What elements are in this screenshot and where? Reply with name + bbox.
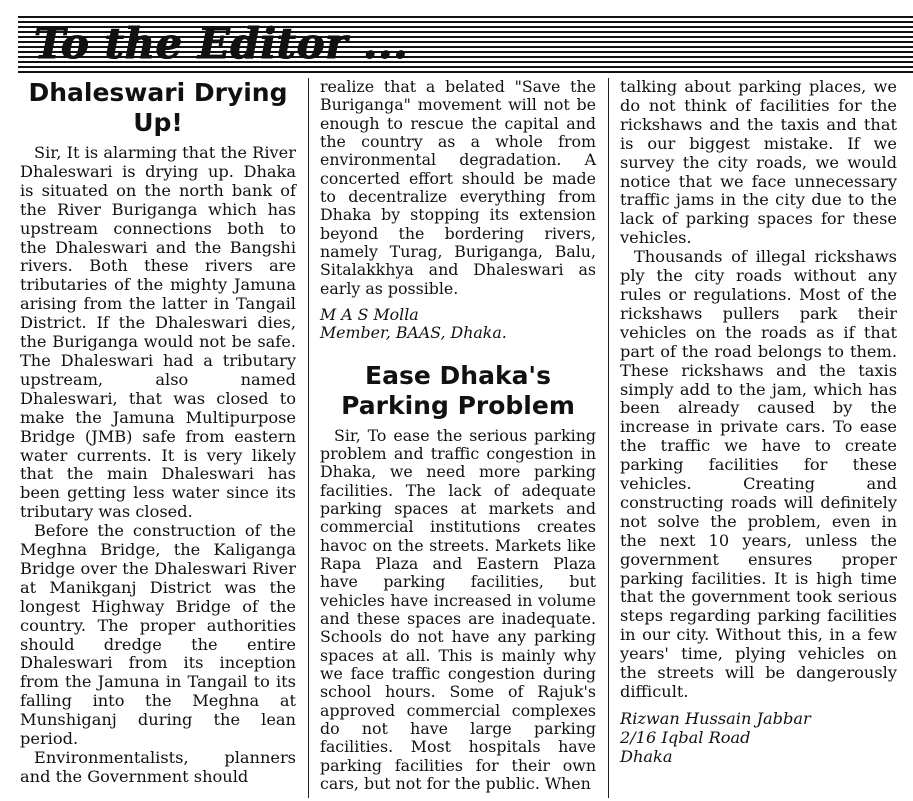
letter1-paragraph: Sir, It is alarming that the River Dhaleswari is drying up. Dhaka is situated on the north bank of the River Buriganga which has upstream connections both to the Dhaleswari and the Bangshi rivers. Both these rivers are tributaries of the mighty Jamuna arising from the latter in Tangail District. If the Dhaleswari dies, the Buriganga would not be safe. The Dhaleswari had a tributary upstream, also named Dhaleswari, that was closed to make the Jamuna Multipurpose Bridge (JMB) safe from eastern water currents. It is very likely that the main Dhaleswari has been getting less water since its tributary was closed.	[20, 143, 296, 522]
letter2-paragraph: talking about parking places, we do not think of facilities for the rickshaws and the taxis and that is our biggest mistake. If we survey the city roads, we would notice that we face unnecessary traffic jams in the city due to the lack of parking spaces for these vehicles.	[620, 77, 897, 248]
letter1-paragraph: Environmentalists, planners and the Government should	[20, 748, 296, 786]
letter1-signature	[320, 306, 596, 343]
letter2-signature-city: Dhaka	[620, 746, 673, 766]
column-divider	[308, 78, 309, 798]
column-3	[620, 78, 897, 798]
letter2-paragraph: Sir, To ease the serious parking problem and traffic congestion in Dhaka, we need more parking facilities. The lack of adequate parking spaces at markets and commercial institutions creates havoc on the streets. Markets like Rapa Plaza and Eastern Plaza have parking facilities, but vehicles have increased in volume and these spaces are inadequate. Schools do not have any parking spaces at all. This is mainly why we face traffic congestion during school hours. Some of Rajuk's approved commercial complexes do not have large parking facilities. Most hospitals have parking facilities for their own cars, but not for the public. When	[320, 425, 596, 793]
letter2-signature-address: 2/16 Iqbal Road	[620, 727, 751, 747]
letter2-headline: Ease Dhaka's Parking Problem	[341, 360, 575, 420]
letter2-signature-name: Rizwan Hussain Jabbar	[620, 708, 811, 728]
masthead	[18, 16, 913, 74]
letter1-signature-title: Member, BAAS, Dhaka.	[320, 323, 507, 343]
letter1-signature-name: M A S Molla	[320, 304, 419, 324]
column-2	[320, 78, 596, 798]
masthead-title: To the Editor ...	[34, 19, 409, 68]
letter1-continuation: realize that a belated "Save the Buriganga" movement will not be enough to rescue the capital and the country as a whole from environmental degradation. A concerted effort should be made to decentralize everything from Dhaka by stopping its extension beyond the bordering rivers, namely Turag, Buriganga, Balu, Sitalakkhya and Dhaleswari as early as possible.	[320, 77, 596, 298]
letter2-signature	[620, 710, 897, 767]
column-divider	[608, 78, 609, 798]
letter1-headline: Dhaleswari Drying Up!	[28, 78, 288, 137]
column-1	[20, 78, 296, 798]
letter2-paragraph: Thousands of illegal rickshaws ply the city roads without any rules or regulations. Most of the rickshaws pullers park their vehicles on the roads as if that part of the road belongs to them. These rickshaws and the taxis simply add to the jam, which has been already caused by the increase in private cars. To ease the traffic we have to create parking facilities for these vehicles. Creating and constructing roads will definitely not solve the problem, even in the next 10 years, unless the government ensures proper parking facilities. It is high time that the government took serious steps regarding parking facilities in our city. Without this, in a few years' time, plying vehicles on the streets will be dangerously difficult.	[620, 247, 897, 701]
letter1-paragraph: Before the construction of the Meghna Bridge, the Kaliganga Bridge over the Dhaleswari River at Manikganj District was the longest Highway Bridge of the country. The proper authorities should dredge the entire Dhaleswari from its inception from the Jamuna in Tangail to its falling into the Meghna at Munshiganj during the lean period.	[20, 521, 296, 749]
